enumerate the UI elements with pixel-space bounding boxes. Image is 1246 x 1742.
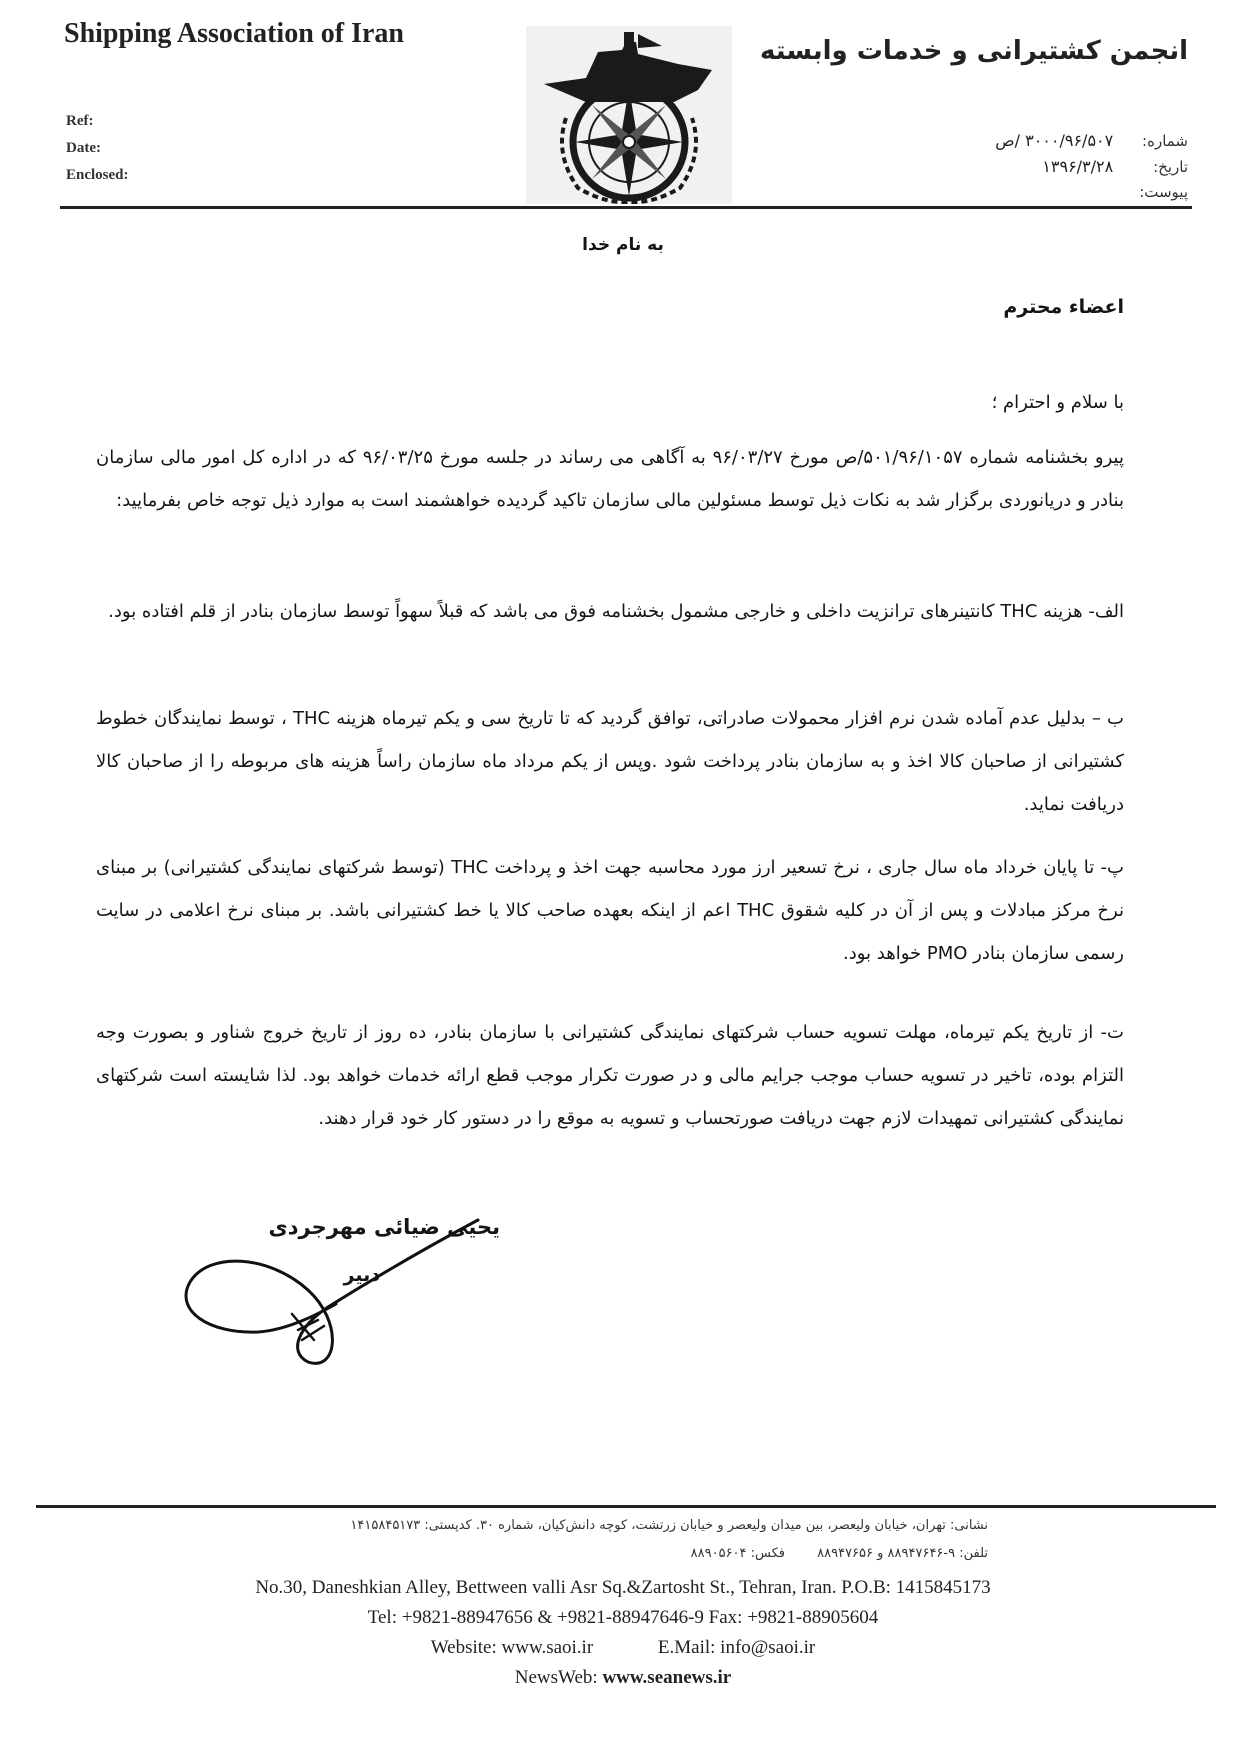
newsweb-label: NewsWeb:	[514, 1667, 598, 1688]
date-label: Date:	[66, 140, 101, 156]
header-divider	[60, 206, 1192, 209]
ref-label: Ref:	[66, 113, 94, 129]
paragraph-item-alef: الف- هزینه THC کانتینرهای ترانزیت داخلی و خارجی مشمول بخشنامه فوق می باشد که قبلاً سهواً توسط سازمان بنادر از قلم افتاده بود.	[108, 601, 1124, 622]
newsweb-link[interactable]: www.seanews.ir	[602, 1667, 732, 1688]
handwritten-signature	[168, 1212, 508, 1372]
reference-labels-fa	[995, 128, 1188, 205]
email-link[interactable]: E.Mail: info@saoi.ir	[657, 1637, 816, 1658]
paragraph-item-pe: پ- تا پایان خرداد ماه سال جاری ، نرخ تسعیر ارز مورد محاسبه جهت اخذ و پرداخت THC (توسط شرکتهای نمایندگی کشتیرانی) بر مبنای نرخ مرکز مبادلات و پس از آن در کلیه شقوق THC اعم از اینکه بعهده صاحب کالا یا خط کشتیرانی باشد. بر مبنای نرخ اعلامی در سایت رسمی سازمان بنادر PMO خواهد بود.	[96, 857, 1124, 964]
organization-name-en: Shipping Association of Iran	[64, 18, 404, 49]
footer-address-en: No.30, Daneshkian Alley, Bettween valli Asr Sq.&Zartosht St., Tehran, Iran. P.O.B: 1415845173	[255, 1577, 991, 1598]
paragraph-item-be: ب – بدلیل عدم آماده شدن نرم افزار محمولات صادراتی، توافق گردید که تا تاریخ سی و یکم تیرماه هزینه THC ، توسط نمایندگان خطوط کشتیرانی از صاحبان کالا اخذ و به سازمان بنادر پرداخت شود .وپس از یکم مرداد ماه سازمان راساً هزینه های مربوطه را از صاحبان کالا دریافت نماید.	[96, 708, 1125, 815]
letter-date: ۱۳۹۶/۳/۲۸	[1042, 157, 1114, 176]
paragraph-item-te: ت- از تاریخ یکم تیرماه، مهلت تسویه حساب شرکتهای نمایندگی کشتیرانی با سازمان بنادر، ده روز از تاریخ خروج شناور و بصورت وجه التزام بوده، تاخیر در تسویه حساب موجب جرایم مالی و در صورت تکرار موجب قطع ارائه خدمات خواهد بود. لذا شایسته است شرکتهای نمایندگی کشتیرانی تمهیدات لازم جهت دریافت صورتحساب و تسویه به موقع را در دستور کار خود قرار دهند.	[96, 1022, 1124, 1129]
reference-labels-en	[66, 108, 129, 189]
letter-number: ۳۰۰۰/۹۶/۵۰۷ /ص	[995, 131, 1114, 150]
paragraph-intro: پیرو بخشنامه شماره ۵۰۱/۹۶/۱۰۵۷/ص مورخ ۹۶/۰۳/۲۷ به آگاهی می رساند در جلسه مورخ ۹۶/۰۳/۲۵ که در اداره کل امور مالی سازمان بنادر و دریانوردی برگزار شد به نکات ذیل توسط مسئولین مالی سازمان تاکید گردیده خواهشمند است به موارد ذیل توجه خاص بفرمایید:	[96, 447, 1124, 511]
enclosed-label: Enclosed:	[66, 167, 129, 183]
salutation: اعضاء محترم	[1003, 296, 1124, 318]
phone-fa: تلفن: ۹-۸۸۹۴۷۶۴۶ و ۸۸۹۴۷۶۵۶	[817, 1546, 988, 1561]
fax-fa: فکس: ۸۸۹۰۵۶۰۴	[690, 1546, 785, 1561]
organization-name-fa: انجمن کشتیرانی و خدمات وابسته	[760, 36, 1188, 66]
footer-web-email	[0, 1637, 1246, 1659]
basmala: به نام خدا	[582, 235, 664, 255]
attachment-label: پیوست:	[1139, 183, 1188, 201]
footer-address-fa: نشانی: تهران، خیابان ولیعصر، بین میدان ولیعصر و خیابان زرتشت، کوچه دانش‌کیان، شماره ۳۰. کدپستی: ۱۴۱۵۸۴۵۱۷۳	[350, 1518, 988, 1533]
footer-phone-en: Tel: +9821-88947656 & +9821-88947646-9 Fax: +9821-88905604	[367, 1607, 879, 1628]
date-label-fa: تاریخ:	[1153, 158, 1188, 176]
website-link[interactable]: Website: www.saoi.ir	[430, 1637, 594, 1658]
footer-divider	[36, 1505, 1216, 1508]
greeting: با سلام و احترام ؛	[991, 392, 1124, 413]
signatory-name: یحیی ضیائی مهرجردی	[268, 1215, 500, 1239]
footer-phone-fa	[663, 1546, 988, 1561]
signatory-title: دبیر	[343, 1264, 380, 1286]
association-logo-icon	[526, 26, 732, 204]
footer-newsweb	[0, 1667, 1246, 1689]
number-label: شماره:	[1142, 132, 1188, 150]
